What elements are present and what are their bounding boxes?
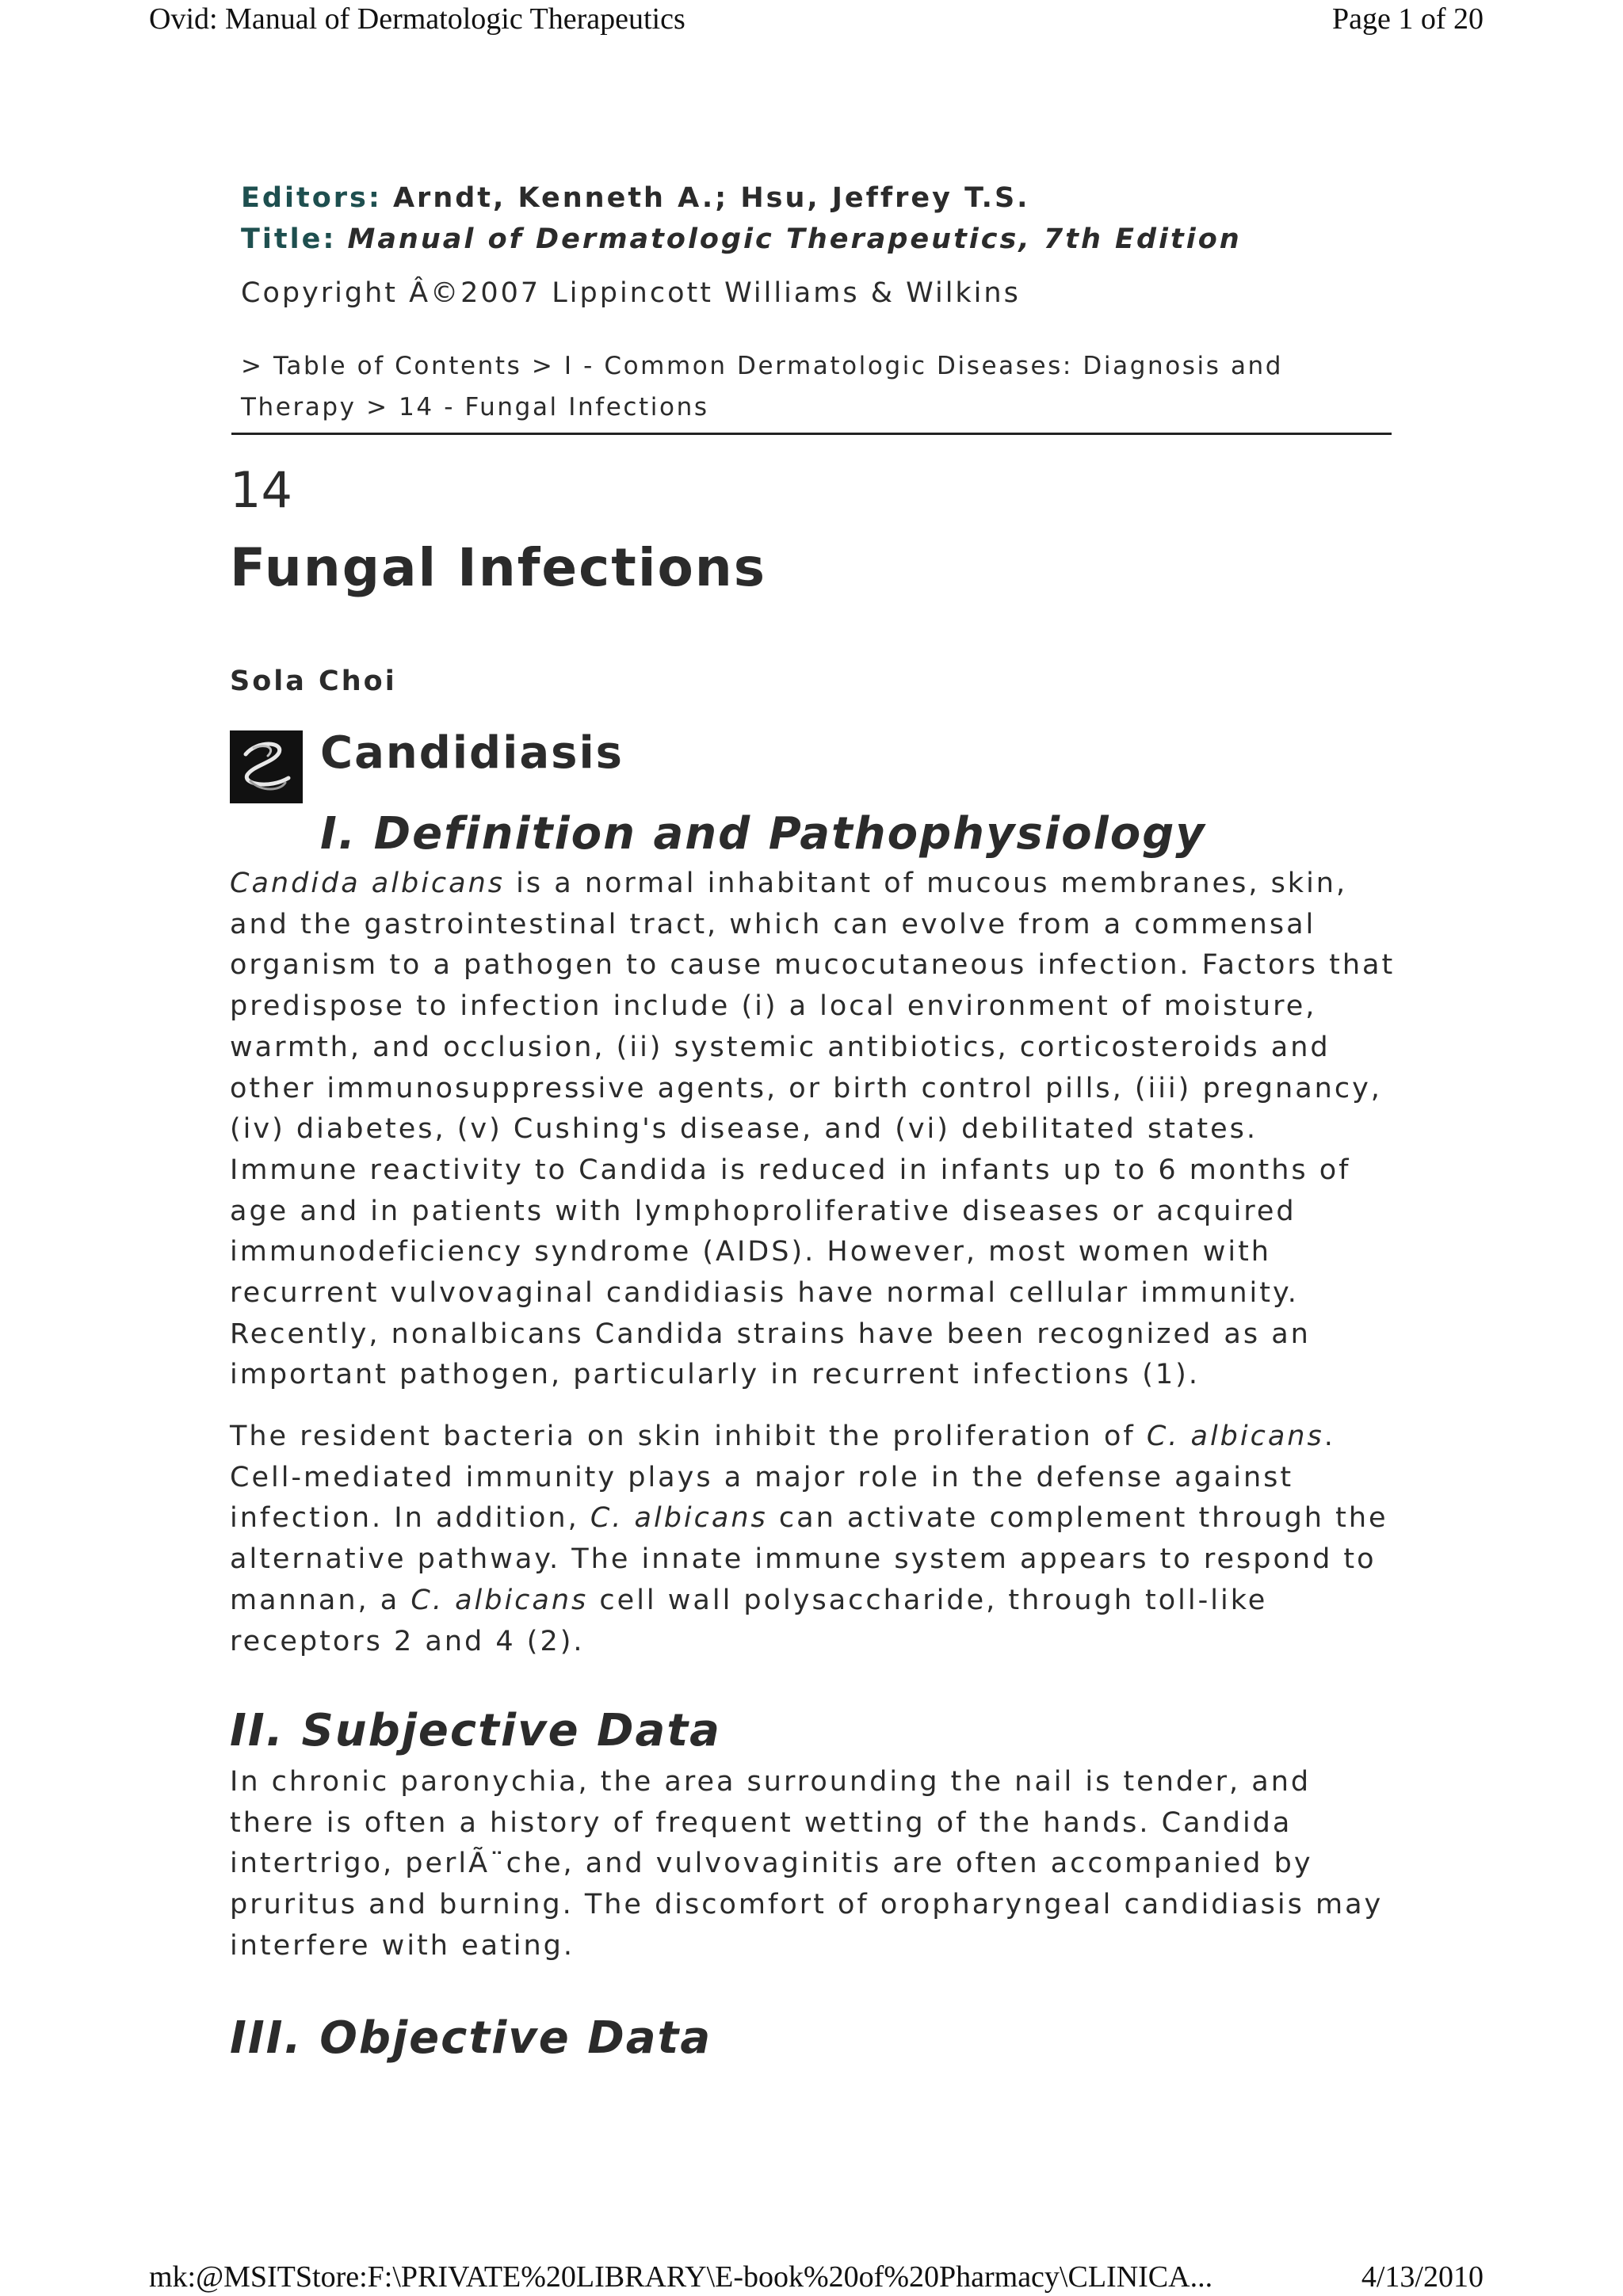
editors-label: Editors: (241, 182, 382, 214)
breadcrumb-line-1[interactable]: > Table of Contents > I - Common Dermatologic Diseases: Diagnosis and (241, 352, 1284, 380)
text-segment: mannan, a (230, 1584, 411, 1616)
text-line: Immune reactivity to Candida is reduced in infants up to 6 months of (230, 1154, 1351, 1186)
species-name: C. albicans (590, 1502, 768, 1535)
heading-subjective: II. Subjective Data (230, 1705, 721, 1756)
breadcrumb-line-2[interactable]: Therapy > 14 - Fungal Infections (241, 393, 709, 421)
print-footer-path: mk:@MSITStore:F:\PRIVATE%20LIBRARY\E-book%20of%20Pharmacy\CLINICA... (149, 2260, 1213, 2294)
text-line: In chronic paronychia, the area surrounding the nail is tender, and (230, 1766, 1312, 1798)
breadcrumb (241, 345, 1382, 428)
text-line: organism to a pathogen to cause mucocutaneous infection. Factors that (230, 949, 1396, 982)
title-label: Title: (241, 223, 337, 255)
editors-value: Arndt, Kenneth A.; Hsu, Jeffrey T.S. (392, 182, 1030, 214)
text-line: Cell-mediated immunity plays a major role in the defense against (230, 1461, 1294, 1493)
logo-icon (230, 730, 303, 803)
text-line: alternative pathway. The innate immune system appears to respond to (230, 1543, 1377, 1576)
heading-definition: I. Definition and Pathophysiology (320, 808, 1206, 860)
paragraph-definition (230, 864, 1395, 1396)
text-segment: . (1323, 1421, 1335, 1452)
chapter-title: Fungal Infections (230, 537, 767, 598)
print-footer-date: 4/13/2010 (1361, 2260, 1484, 2294)
text-line: and the gastrointestinal tract, which can evolve from a commensal (230, 908, 1316, 940)
text-line: immunodeficiency syndrome (AIDS). However, most women with (230, 1236, 1271, 1268)
text-line: Recently, nonalbicans Candida strains have been recognized as an (230, 1318, 1311, 1350)
chapter-author: Sola Choi (230, 666, 397, 697)
text-line: predispose to infection include (i) a local environment of moisture, (230, 990, 1317, 1023)
text-line (230, 864, 1395, 905)
header-divider (231, 433, 1392, 435)
text-line (230, 1581, 1395, 1622)
text-line: there is often a history of frequent wetting of the hands. Candida (230, 1806, 1293, 1839)
text-line (230, 1498, 1395, 1539)
text-segment: The resident bacteria on skin inhibit the proliferation of (230, 1421, 1147, 1452)
text-line (230, 1417, 1395, 1458)
text-segment: cell wall polysaccharide, through toll-like (588, 1584, 1268, 1616)
chapter-number: 14 (230, 461, 292, 519)
text-segment: is a normal inhabitant of mucous membranes, skin, (505, 868, 1348, 899)
editors-line (241, 182, 1029, 214)
text-line: important pathogen, particularly in recurrent infections (1). (230, 1359, 1200, 1391)
title-line (241, 223, 1242, 255)
text-line: recurrent vulvovaginal candidiasis have normal cellular immunity. (230, 1277, 1299, 1310)
text-line: intertrigo, perlÃ¨che, and vulvovaginitis are often accompanied by (230, 1848, 1313, 1880)
section-title: Candidiasis (320, 727, 624, 779)
text-line: warmth, and occlusion, (ii) systemic antibiotics, corticosteroids and (230, 1031, 1331, 1063)
paragraph-subjective (230, 1762, 1395, 1967)
copyright: Copyright Â©2007 Lippincott Williams & Wilkins (241, 277, 1021, 309)
text-line: age and in patients with lymphoproliferative diseases or acquired (230, 1195, 1296, 1227)
text-line: pruritus and burning. The discomfort of oropharyngeal candidiasis may (230, 1889, 1384, 1921)
paragraph-immunity (230, 1417, 1395, 1662)
text-line: interfere with eating. (230, 1929, 575, 1962)
print-header-title: Ovid: Manual of Dermatologic Therapeutics (149, 2, 685, 36)
text-segment: can activate complement through the (767, 1502, 1388, 1535)
title-value: Manual of Dermatologic Therapeutics, 7th Edition (347, 223, 1242, 255)
text-line: receptors 2 and 4 (2). (230, 1625, 585, 1657)
text-line: (iv) diabetes, (v) Cushing's disease, and (vi) debilitated states. (230, 1113, 1258, 1146)
text-segment: infection. In addition, (230, 1502, 590, 1535)
print-header-page: Page 1 of 20 (1331, 2, 1484, 36)
heading-objective: III. Objective Data (230, 2012, 712, 2064)
text-line: other immunosuppressive agents, or birth control pills, (iii) pregnancy, (230, 1072, 1382, 1104)
species-name: C. albicans (411, 1584, 589, 1616)
species-name: Candida albicans (230, 868, 506, 899)
species-name: C. albicans (1146, 1421, 1324, 1452)
